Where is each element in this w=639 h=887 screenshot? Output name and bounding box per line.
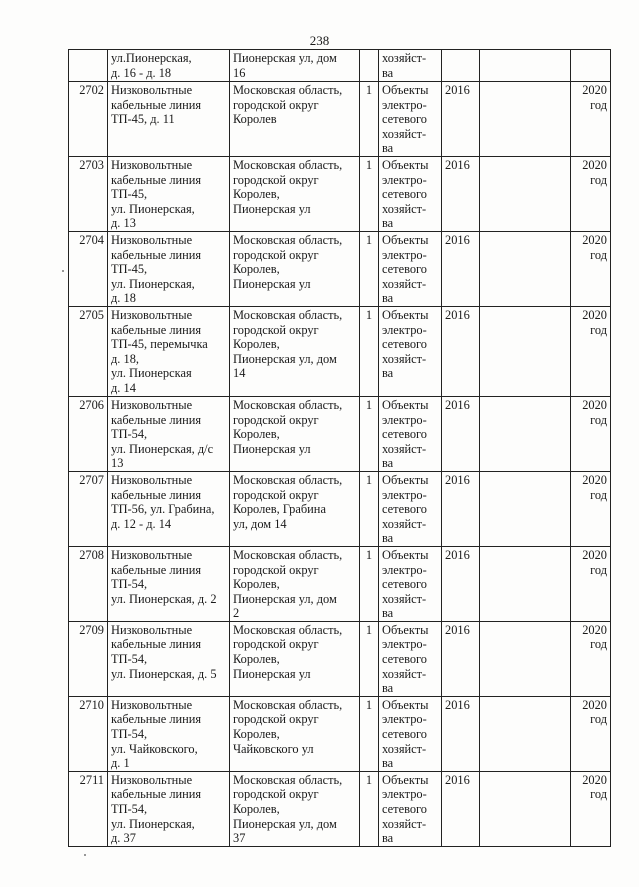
cell-blank	[480, 50, 571, 82]
cell-address: Московская область, городской округ Королев, Пионерская ул, дом 14	[230, 306, 360, 396]
table-row	[69, 771, 611, 846]
cell-year: 2016	[442, 471, 480, 546]
cell-num: 2706	[69, 396, 108, 471]
cell-type: хозяйст- ва	[379, 50, 442, 82]
scan-speck	[62, 270, 64, 272]
cell-name: Низковольтные кабельные линия ТП-45, перемычка д. 18, ул. Пионерская д. 14	[108, 306, 230, 396]
cell-blank	[480, 306, 571, 396]
registry-table	[68, 49, 611, 847]
cell-name: Низковольтные кабельные линия ТП-54, ул. Пионерская, д. 37	[108, 771, 230, 846]
cell-end: 2020 год	[571, 306, 611, 396]
cell-address: Московская область, городской округ Королев, Пионерская ул, дом 37	[230, 771, 360, 846]
cell-blank	[480, 82, 571, 157]
cell-qty: 1	[360, 771, 379, 846]
cell-qty: 1	[360, 306, 379, 396]
table-row-continuation	[69, 50, 611, 82]
cell-name: Низковольтные кабельные линия ТП-54, ул. Пионерская, д/с 13	[108, 396, 230, 471]
cell-qty: 1	[360, 546, 379, 621]
cell-qty: 1	[360, 471, 379, 546]
cell-blank	[480, 696, 571, 771]
cell-blank	[480, 156, 571, 231]
cell-year: 2016	[442, 621, 480, 696]
cell-address: Московская область, городской округ Королев	[230, 82, 360, 157]
cell-address: Московская область, городской округ Королев, Пионерская ул	[230, 396, 360, 471]
cell-address: Московская область, городской округ Королев, Чайковского ул	[230, 696, 360, 771]
cell-num: 2708	[69, 546, 108, 621]
cell-type: Объекты электро- сетевого хозяйст- ва	[379, 396, 442, 471]
page-number: 238	[309, 33, 330, 48]
cell-end	[571, 50, 611, 82]
cell-blank	[480, 546, 571, 621]
cell-year: 2016	[442, 306, 480, 396]
cell-end: 2020 год	[571, 156, 611, 231]
cell-type: Объекты электро- сетевого хозяйст- ва	[379, 82, 442, 157]
cell-address: Московская область, городской округ Королев, Пионерская ул, дом 2	[230, 546, 360, 621]
cell-name: Низковольтные кабельные линия ТП-54, ул. Пионерская, д. 5	[108, 621, 230, 696]
cell-year: 2016	[442, 156, 480, 231]
cell-year	[442, 50, 480, 82]
cell-blank	[480, 621, 571, 696]
cell-end: 2020 год	[571, 771, 611, 846]
cell-num: 2707	[69, 471, 108, 546]
cell-year: 2016	[442, 82, 480, 157]
cell-year: 2016	[442, 771, 480, 846]
cell-num: 2709	[69, 621, 108, 696]
cell-address: Московская область, городской округ Королев, Пионерская ул	[230, 156, 360, 231]
cell-num	[69, 50, 108, 82]
cell-qty: 1	[360, 396, 379, 471]
table-row	[69, 696, 611, 771]
cell-end: 2020 год	[571, 546, 611, 621]
cell-num: 2705	[69, 306, 108, 396]
cell-blank	[480, 471, 571, 546]
cell-num: 2704	[69, 231, 108, 306]
cell-end: 2020 год	[571, 621, 611, 696]
cell-name: ул.Пионерская, д. 16 - д. 18	[108, 50, 230, 82]
cell-name: Низковольтные кабельные линия ТП-45, ул. Пионерская, д. 13	[108, 156, 230, 231]
scan-speck	[84, 854, 86, 856]
cell-end: 2020 год	[571, 696, 611, 771]
table-row	[69, 471, 611, 546]
cell-name: Низковольтные кабельные линия ТП-45, д. 11	[108, 82, 230, 157]
cell-type: Объекты электро- сетевого хозяйст- ва	[379, 471, 442, 546]
cell-address: Пионерская ул, дом 16	[230, 50, 360, 82]
cell-qty: 1	[360, 82, 379, 157]
cell-year: 2016	[442, 546, 480, 621]
cell-end: 2020 год	[571, 231, 611, 306]
cell-qty: 1	[360, 696, 379, 771]
table-row	[69, 231, 611, 306]
cell-blank	[480, 396, 571, 471]
cell-num: 2703	[69, 156, 108, 231]
cell-num: 2710	[69, 696, 108, 771]
cell-name: Низковольтные кабельные линия ТП-54, ул. Чайковского, д. 1	[108, 696, 230, 771]
cell-end: 2020 год	[571, 471, 611, 546]
cell-num: 2711	[69, 771, 108, 846]
cell-qty: 1	[360, 621, 379, 696]
cell-year: 2016	[442, 696, 480, 771]
cell-blank	[480, 231, 571, 306]
cell-type: Объекты электро- сетевого хозяйст- ва	[379, 156, 442, 231]
cell-name: Низковольтные кабельные линия ТП-45, ул. Пионерская, д. 18	[108, 231, 230, 306]
table-row	[69, 156, 611, 231]
cell-qty	[360, 50, 379, 82]
table-row	[69, 306, 611, 396]
cell-end: 2020 год	[571, 396, 611, 471]
table-row	[69, 621, 611, 696]
cell-qty: 1	[360, 156, 379, 231]
cell-num: 2702	[69, 82, 108, 157]
table-row	[69, 546, 611, 621]
cell-type: Объекты электро- сетевого хозяйст- ва	[379, 231, 442, 306]
cell-address: Московская область, городской округ Королев, Пионерская ул	[230, 621, 360, 696]
cell-type: Объекты электро- сетевого хозяйст- ва	[379, 771, 442, 846]
cell-address: Московская область, городской округ Королев, Пионерская ул	[230, 231, 360, 306]
cell-year: 2016	[442, 396, 480, 471]
cell-address: Московская область, городской округ Королев, Грабина ул, дом 14	[230, 471, 360, 546]
table-row	[69, 82, 611, 157]
cell-qty: 1	[360, 231, 379, 306]
cell-end: 2020 год	[571, 82, 611, 157]
cell-name: Низковольтные кабельные линия ТП-56, ул. Грабина, д. 12 - д. 14	[108, 471, 230, 546]
cell-type: Объекты электро- сетевого хозяйст- ва	[379, 696, 442, 771]
cell-name: Низковольтные кабельные линия ТП-54, ул. Пионерская, д. 2	[108, 546, 230, 621]
cell-type: Объекты электро- сетевого хозяйст- ва	[379, 546, 442, 621]
table-row	[69, 396, 611, 471]
cell-year: 2016	[442, 231, 480, 306]
cell-type: Объекты электро- сетевого хозяйст- ва	[379, 621, 442, 696]
cell-blank	[480, 771, 571, 846]
cell-type: Объекты электро- сетевого хозяйст- ва	[379, 306, 442, 396]
